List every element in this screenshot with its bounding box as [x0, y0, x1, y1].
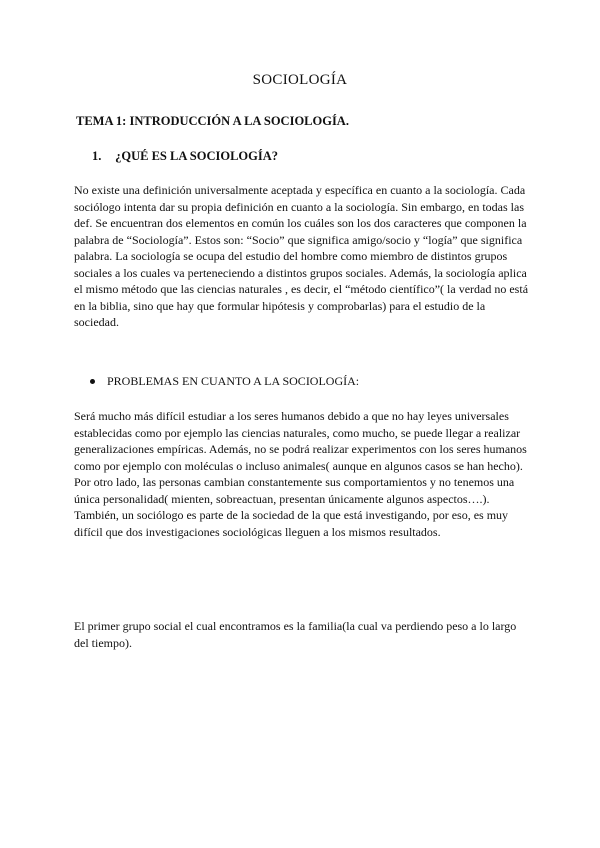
- section-heading-text: ¿QUÉ ES LA SOCIOLOGÍA?: [115, 149, 279, 163]
- bullet-problems: [90, 374, 359, 389]
- document-title: SOCIOLOGÍA: [252, 72, 348, 88]
- bullet-dot-icon: [90, 379, 95, 384]
- paragraph-definition: No existe una definición universalmente aceptada y específica en cuanto a la sociología. Cada sociólogo intenta dar su propia definición en cuanto a la sociología. Sin embargo, en todas las def. Se encuentran dos elementos en común los cuáles son los dos caracteres que componen la palabra de “Sociología”. Estos son: “Socio” que significa amigo/socio y “logía” que significa palabra. La sociología se ocupa del estudio del hombre como miembro de distintos grupos sociales a los cuales va perteneciendo a distintos grupos sociales. Además, la sociología aplica el mismo método que las ciencias naturales , es decir, el “método científico”( la verdad no está en la biblia, sino que hay que formular hipótesis y comprobarlas) para el estudio de la sociedad.: [74, 183, 529, 329]
- paragraph-problems: Será mucho más difícil estudiar a los seres humanos debido a que no hay leyes universales establecidas como por ejemplo las ciencias naturales, como mucho, se puede llegar a realizar generalizaciones empíricas. Además, no se podrá realizar experimentos con los seres humanos como por ejemplo con moléculas o incluso animales( aunque en algunos casos se han hecho). Por otro lado, las personas cambian constantemente sus comportamientos y no tenemos una única personalidad( mienten, sobreactuan, presentan únicamente algunos aspectos….). También, un sociólogo es parte de la sociedad de la que está investigando, por eso, es muy difícil que dos investigaciones sociológicas lleguen a los mismos resultados.: [74, 409, 527, 539]
- paragraph-family: El primer grupo social el cual encontramos es la familia(la cual va perdiendo peso a lo largo del tiempo).: [74, 619, 517, 650]
- topic-heading: TEMA 1: INTRODUCCIÓN A LA SOCIOLOGÍA.: [76, 114, 349, 128]
- section-heading: [92, 149, 278, 164]
- section-number: 1.: [92, 149, 102, 163]
- bullet-problems-text: PROBLEMAS EN CUANTO A LA SOCIOLOGÍA:: [107, 374, 360, 388]
